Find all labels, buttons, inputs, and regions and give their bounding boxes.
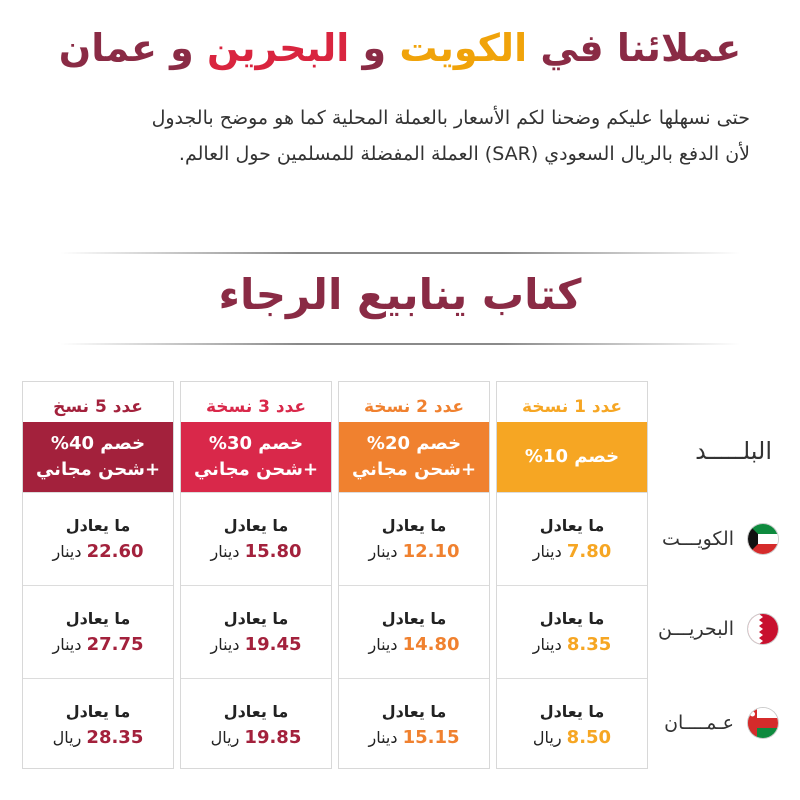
currency-label: دينار: [532, 542, 562, 561]
copy-count: عدد 2 نسخة: [363, 397, 465, 417]
currency-label: دينار: [368, 542, 398, 561]
shipping-label: +شحن مجاني: [351, 459, 477, 480]
shipping-label: +شحن مجاني: [193, 459, 319, 480]
price-value: 12.10: [402, 541, 460, 562]
headline-part3: و: [156, 26, 207, 70]
currency-label: ريال: [52, 728, 82, 747]
price-value: 7.80: [566, 541, 612, 562]
price-column-2: [338, 381, 490, 769]
price-column-5: [22, 381, 174, 769]
country-header: البلـــــد: [695, 437, 772, 465]
equivalent-label: ما يعادل: [539, 609, 605, 628]
currency-label: دينار: [52, 635, 82, 654]
copy-count: عدد 1 نسخة: [521, 397, 623, 417]
currency-label: ريال: [532, 728, 562, 747]
shipping-label: +شحن مجاني: [35, 459, 161, 480]
country-row-bahrain: [648, 614, 778, 644]
price-value: 19.85: [244, 727, 302, 748]
price-value: 8.35: [566, 634, 612, 655]
price-value: 14.80: [402, 634, 460, 655]
bahrain-flag-icon: [748, 614, 778, 644]
currency-label: دينار: [210, 542, 240, 561]
price-cell-oman: [497, 678, 647, 771]
price-cell-bahrain: [181, 585, 331, 678]
currency-label: دينار: [210, 635, 240, 654]
discount-label: خصم 40%: [50, 433, 146, 454]
equivalent-label: ما يعادل: [65, 516, 131, 535]
headline-oman: عمان: [58, 26, 157, 70]
price-value: 19.45: [244, 634, 302, 655]
price-value: 27.75: [86, 634, 144, 655]
equivalent-label: ما يعادل: [539, 702, 605, 721]
price-value: 28.35: [86, 727, 144, 748]
price-column-3: [180, 381, 332, 769]
price-cell-bahrain: [23, 585, 173, 678]
price-cell-kuwait: [497, 492, 647, 585]
price-value: 15.80: [244, 541, 302, 562]
discount-box: [23, 422, 173, 492]
headline-kuwait: الكويت: [399, 26, 528, 70]
intro-line-2: لأن الدفع بالريال السعودي (SAR) العملة المفضلة للمسلمين حول العالم.: [178, 143, 750, 165]
equivalent-label: ما يعادل: [539, 516, 605, 535]
headline-part1: عملائنا في: [527, 26, 742, 70]
price-cell-bahrain: [497, 585, 647, 678]
currency-label: دينار: [368, 728, 398, 747]
country-name-oman: عـمــــان: [664, 712, 734, 734]
intro-text: [30, 100, 750, 172]
equivalent-label: ما يعادل: [223, 702, 289, 721]
price-value: 8.50: [566, 727, 612, 748]
price-cell-kuwait: [339, 492, 489, 585]
currency-label: دينار: [368, 635, 398, 654]
discount-label: خصم 20%: [366, 433, 462, 454]
country-row-oman: [648, 708, 778, 738]
price-value: 22.60: [86, 541, 144, 562]
discount-box: [497, 422, 647, 492]
discount-box: [339, 422, 489, 492]
price-value: 15.15: [402, 727, 460, 748]
copy-count: عدد 3 نسخة: [205, 397, 307, 417]
price-cell-bahrain: [339, 585, 489, 678]
discount-box: [181, 422, 331, 492]
copy-count: عدد 5 نسخ: [53, 397, 143, 417]
equivalent-label: ما يعادل: [381, 516, 447, 535]
discount-label: خصم 10%: [524, 446, 620, 467]
equivalent-label: ما يعادل: [223, 516, 289, 535]
equivalent-label: ما يعادل: [381, 609, 447, 628]
price-column-1: [496, 381, 648, 769]
currency-label: دينار: [532, 635, 562, 654]
currency-label: دينار: [52, 542, 82, 561]
equivalent-label: ما يعادل: [223, 609, 289, 628]
country-row-kuwait: [648, 524, 778, 554]
discount-label: خصم 30%: [208, 433, 304, 454]
equivalent-label: ما يعادل: [65, 609, 131, 628]
country-name-bahrain: البحريـــن: [658, 618, 734, 640]
headline-bahrain: البحرين: [207, 26, 350, 70]
price-cell-oman: [23, 678, 173, 771]
headline: [0, 26, 800, 70]
intro-line-1: حتى نسهلها عليكم وضحنا لكم الأسعار بالعملة المحلية كما هو موضح بالجدول: [151, 107, 750, 129]
divider-top: [60, 252, 740, 254]
equivalent-label: ما يعادل: [65, 702, 131, 721]
currency-label: ريال: [210, 728, 240, 747]
price-cell-oman: [339, 678, 489, 771]
headline-part2: و: [349, 26, 400, 70]
price-cell-oman: [181, 678, 331, 771]
divider-bottom: [60, 343, 740, 345]
equivalent-label: ما يعادل: [381, 702, 447, 721]
kuwait-flag-icon: [748, 524, 778, 554]
oman-flag-icon: [748, 708, 778, 738]
country-name-kuwait: الكويـــت: [661, 528, 734, 550]
book-title: كتاب ينابيع الرجاء: [218, 270, 582, 319]
price-cell-kuwait: [23, 492, 173, 585]
price-cell-kuwait: [181, 492, 331, 585]
